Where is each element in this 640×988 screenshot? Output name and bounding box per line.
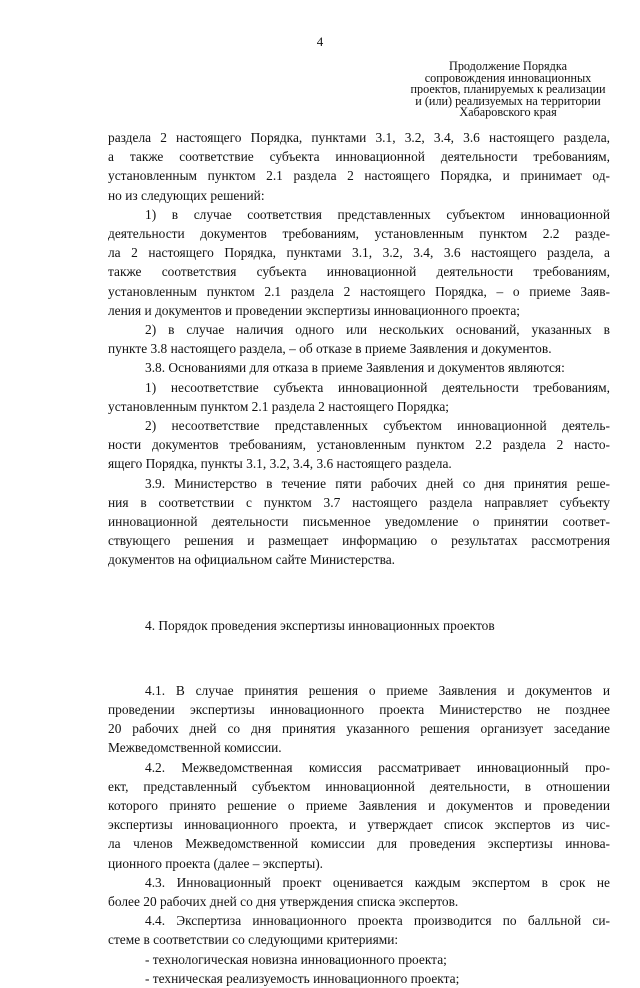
text-line: ствующего решения и размещает информацию о результатах рассмотрения [108, 533, 610, 549]
text-line: проведении экспертизы инновационного проекта Министерство не позднее [108, 702, 610, 718]
text-line: а также соответствие субъекта инновационной деятельности требованиям, [108, 149, 610, 165]
text-line: ления и документов и проведении экспертизы инновационного проекта; [108, 302, 520, 318]
text-line: деятельности документов требованиям, установленным пунктом 2.2 разде- [108, 226, 610, 242]
text-line: раздела 2 настоящего Порядка, пунктами 3.1, 3.2, 3.4, 3.6 настоящего раздела, [108, 130, 610, 145]
text-line: документов на официальном сайте Министерства. [108, 552, 396, 568]
text-line: 4.1. В случае принятия решения о приеме Заявления и документов и [145, 682, 610, 698]
text-line: 1) несоответствие субъекта инновационной деятельности требованиям, [145, 379, 610, 395]
section-heading: 4. Порядок проведения экспертизы инновационных проектов [145, 617, 495, 633]
header-line: и (или) реализуемых на территории [415, 93, 601, 108]
text-line: ящего Порядка, пункты 3.1, 3.2, 3.4, 3.6 настоящего раздела. [108, 456, 452, 472]
text-line: также соответствия субъекта инновационной деятельности требованиям, [108, 264, 610, 280]
text-line: 1) в случае соответствия представленных субъектом инновационной [145, 206, 610, 222]
text-line: 4.3. Инновационный проект оценивается каждым экспертом в срок не [145, 874, 610, 890]
text-line: но из следующих решений: [108, 187, 265, 203]
header-line: проектов, планируемых к реализации [410, 82, 606, 97]
body-text [108, 128, 610, 988]
text-line: 2) в случае наличия одного или нескольких оснований, указанных в [145, 322, 610, 338]
text-line: ности документов требованиям, установленным пунктом 2.2 раздела 2 насто- [108, 437, 610, 453]
text-line: более 20 рабочих дней со дня утверждения списка экспертов. [108, 894, 459, 910]
header-line: сопровождения инновационных [424, 70, 592, 85]
text-line: ект, представленный субъектом инновационной деятельности, в отношении [108, 778, 610, 794]
text-line: 4.4. Экспертиза инновационного проекта производится по балльной си- [145, 913, 610, 929]
text-line: пункте 3.8 настоящего раздела, – об отказе в приеме Заявления и документов. [108, 341, 552, 357]
header-line: Продолжение Порядка [449, 59, 567, 73]
page-number: 4 [316, 34, 324, 49]
text-line: Межведомственной комиссии. [108, 740, 282, 756]
blank-line [108, 648, 610, 667]
header-line: Хабаровского края [459, 105, 557, 120]
text-line: ционного проекта (далее – эксперты). [108, 855, 323, 871]
text-line: установленным пунктом 2.1 раздела 2 настоящего Порядка, и принимает од- [108, 168, 610, 184]
text-line: ла членов Межведомственной комиссии для проведения экспертизы иннова- [108, 836, 610, 852]
text-line: ния в соответствии с пунктом 3.7 настоящего раздела направляет субъекту [108, 494, 610, 510]
text-line: 3.9. Министерство в течение пяти рабочих дней со дня принятия реше- [145, 475, 610, 491]
text-line: ла 2 настоящего Порядка, пунктами 3.1, 3.2, 3.4, 3.6 настоящего раздела, а [108, 245, 610, 261]
text-line: 3.8. Основаниями для отказа в приеме Заявления и документов являются: [145, 360, 565, 376]
text-line: - технологическая новизна инновационного проекта; [145, 951, 447, 967]
text-line: установленным пунктом 2.1 раздела 2 настоящего Порядка, – о приеме Заяв- [108, 283, 610, 299]
text-line: 2) несоответствие представленных субъектом инновационной деятель- [145, 418, 610, 434]
text-line: экспертизы инновационного проекта, и утверждает список экспертов из чис- [108, 817, 610, 833]
text-line: 20 рабочих дней со дня принятия указанного решения организует заседание [108, 721, 610, 737]
text-line: 4.2. Межведомственная комиссия рассматривает инновационный про- [145, 759, 610, 775]
blank-line [108, 583, 610, 602]
text-line: - техническая реализуемость инновационного проекта; [145, 970, 460, 986]
text-line: которого принято решение о приеме Заявления и документов и проведении [108, 798, 610, 814]
text-line: установленным пунктом 2.1 раздела 2 настоящего Порядка; [108, 398, 450, 414]
text-line: инновационной деятельности письменное уведомление о принятии соответ- [108, 514, 610, 530]
text-line: стеме в соответствии со следующими критериями: [108, 932, 399, 948]
continuation-header [388, 61, 628, 119]
